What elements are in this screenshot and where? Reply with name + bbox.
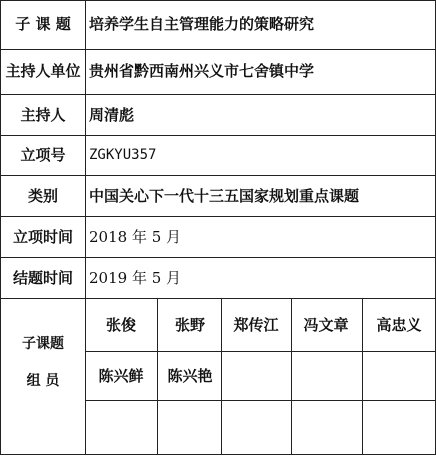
member-name: 郑传江 [233,316,279,334]
member-name: 陈兴鲜 [98,367,144,385]
table-border-left [0,0,1,455]
row-divider [0,216,436,217]
row-label-host-unit: 主持人单位 [5,62,81,80]
row-label-subproject: 子 课 题 [15,15,71,33]
table-border-bottom [0,454,436,455]
row-label-project-number: 立项号 [20,146,66,164]
member-column-divider [362,298,363,455]
row-value-approval-date: 2018 年 5 月 [89,228,182,246]
member-name: 冯文章 [303,316,349,334]
row-value-project-number: ZGKYU357 [89,147,157,163]
row-value-host: 周清彪 [89,106,135,124]
member-name: 陈兴艳 [167,367,213,385]
row-divider [0,298,436,299]
members-label-line2: 组 员 [26,373,60,389]
row-label-approval-date: 立项时间 [12,228,73,246]
label-column-divider [85,0,86,455]
row-label-completion-date: 结题时间 [12,269,73,287]
row-value-category: 中国关心下一代十三五国家规划重点课题 [89,187,360,205]
row-divider [0,94,436,95]
member-row-divider [85,400,436,401]
row-value-subproject: 培养学生自主管理能力的策略研究 [89,15,315,33]
member-row-divider [85,351,436,352]
member-name: 张野 [174,316,205,334]
row-divider [0,49,436,50]
row-divider [0,175,436,176]
row-label-host: 主持人 [20,106,66,124]
members-label-line1: 子课题 [22,336,64,352]
row-divider [0,135,436,136]
member-name: 高忠义 [376,316,422,334]
row-divider [0,257,436,258]
row-value-completion-date: 2019 年 5 月 [89,269,182,287]
row-value-host-unit: 贵州省黔西南州兴义市七舍镇中学 [89,62,315,80]
row-label-category: 类别 [27,187,58,205]
member-column-divider [291,298,292,455]
table-border-top [0,0,436,1]
member-name: 张俊 [105,316,136,334]
